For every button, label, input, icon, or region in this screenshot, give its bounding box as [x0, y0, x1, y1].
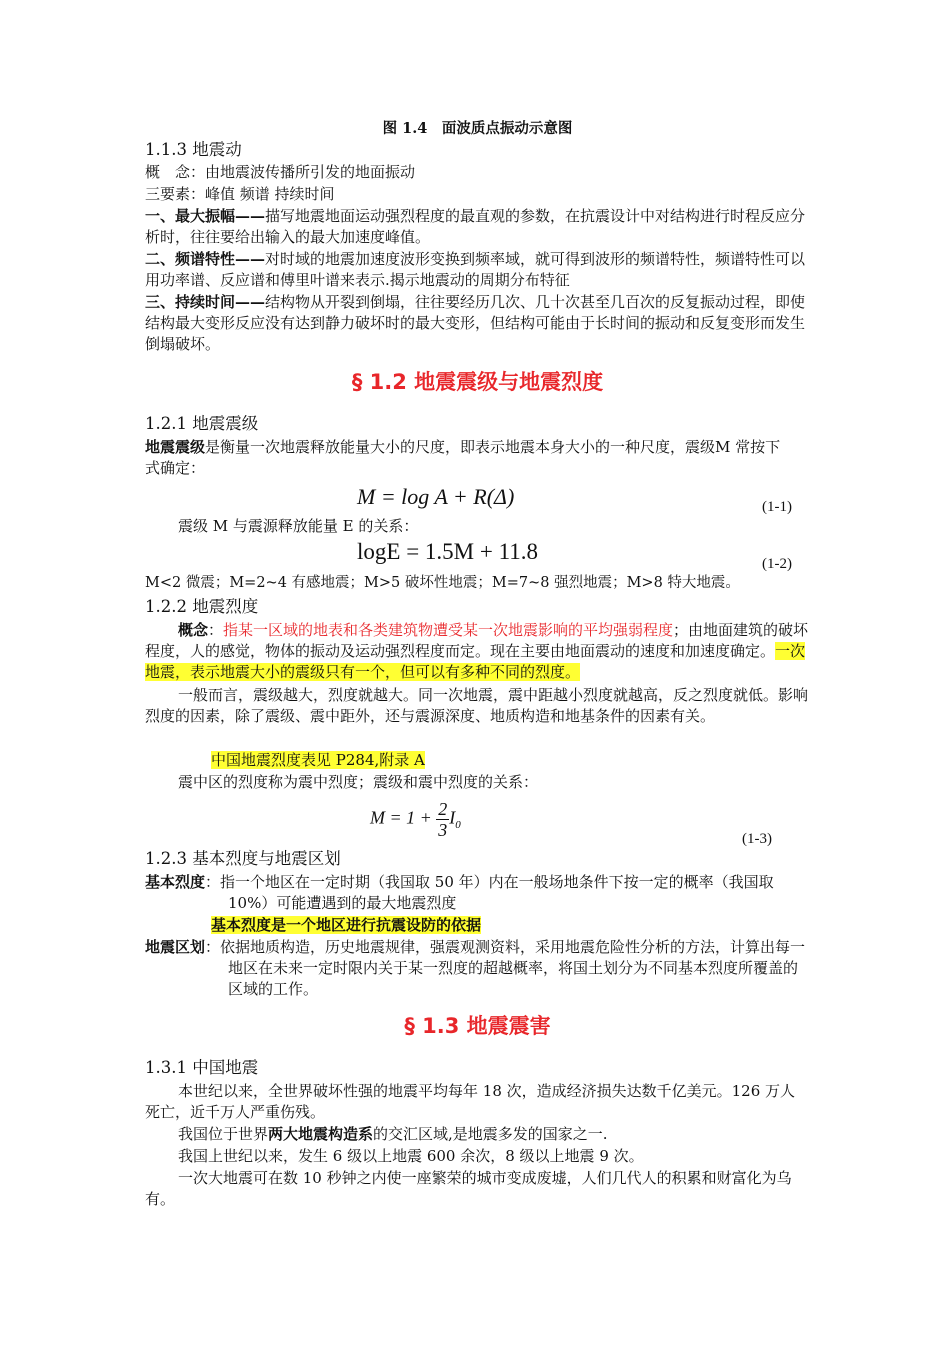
subsection-heading-1-3-1: 1.3.1 中国地震 [145, 1058, 259, 1077]
term-concept: 概念 [178, 621, 209, 639]
concept-line: 概 念：由地震波传播所引发的地面振动 [145, 163, 416, 181]
p2-prefix: 我国位于世界 [178, 1125, 269, 1143]
figure-caption: 图 1.4 面波质点振动示意图 [382, 120, 573, 137]
intensity-table-reference: 中国地震烈度表见 P284,附录 A [211, 751, 425, 769]
china-earthquake-paragraph-1: 本世纪以来，全世界破坏性强的地震平均每年 18 次，造成经济损失达数千亿美元。126 万人死亡，近千万人严重伤残。 [145, 1082, 796, 1121]
equation-number-1-3: (1-3) [742, 831, 772, 847]
equation-1-3 [370, 799, 461, 840]
two-tectonic-systems: 两大地震构造系 [268, 1125, 374, 1143]
china-earthquake-paragraph-3: 我国上世纪以来，发生 6 级以上地震 600 余次，8 级以上地震 9 次。 [178, 1147, 644, 1165]
intensity-definition-red: 指某一区域的地表和各类建筑物遭受某一次地震影响的平均强弱程度 [223, 621, 674, 639]
term-max-amplitude: 一、最大振幅—— [145, 207, 266, 225]
fraction-denominator: 3 [438, 820, 448, 840]
china-earthquake-paragraph-4: 一次大地震可在数 10 秒钟之内使一座繁荣的城市变成废墟，人们几代人的积累和财富化为乌有。 [145, 1169, 792, 1208]
spectrum-text: 对时域的地震加速度波形变换到频率域，就可得到波形的频谱特性，频谱特性可以用功率谱、反应谱和傅里叶谱来表示.揭示地震动的周期分布特征 [145, 250, 806, 289]
three-elements-line: 三要素：峰值 频谱 持续时间 [145, 185, 335, 203]
basic-intensity-highlight-line [145, 915, 810, 936]
magnitude-scale-line: M<2 微震；M=2~4 有感地震；M>5 破坏性地震；M=7~8 强烈地震；M>8 特大地震。 [145, 575, 740, 591]
subsection-heading-1-1-3: 1.1.3 地震动 [145, 140, 242, 159]
intensity-factors-paragraph: 一般而言，震级越大，烈度就越大。同一次地震，震中距越小烈度就越高，反之烈度就低。影响烈度的因素，除了震级、震中距外，还与震源深度、地质构造和地基条件的因素有关。 [145, 686, 809, 725]
equation-1-3-lhs: M = 1 + [370, 807, 437, 828]
term-zoning: 地震区划 [145, 938, 206, 956]
term-basic-intensity: 基本烈度 [145, 873, 206, 891]
subsection-heading-1-2-3: 1.2.3 基本烈度与地震区划 [145, 849, 341, 868]
intensity-concept-paragraph [145, 620, 810, 683]
energy-relation-line: 震级 M 与震源释放能量 E 的关系： [178, 517, 419, 535]
duration-text: 结构物从开裂到倒塌，往往要经历几次、几十次甚至几百次的反复振动过程，即使结构最大变形反应没有达到静力破坏时的最大变形，但结构可能由于长时间的振动和反复变形而发生倒塌破坏。 [145, 293, 806, 353]
term-spectrum: 二、频谱特性—— [145, 250, 266, 268]
intensity-concept-text: ；由地面建筑的破坏程度，人的感觉，物体的振动及运动强烈程度而定。现在主要由地面震动的速度和加速度确定。 [145, 621, 809, 660]
equation-1-1: M = log A + R(Δ) [357, 484, 515, 509]
equation-1-3-intensity: I [449, 807, 456, 828]
equation-number-1-2: (1-2) [762, 556, 792, 572]
fraction-two-thirds [436, 799, 449, 840]
section-title-1-3: § 1.3 地震震害 [404, 1014, 551, 1038]
epicentral-intensity-line: 震中区的烈度称为震中烈度；震级和震中烈度的关系： [178, 773, 539, 791]
china-earthquake-paragraph-2 [145, 1124, 810, 1145]
basic-intensity-highlight: 基本烈度是一个地区进行抗震设防的依据 [211, 916, 482, 934]
concept-colon: ： [208, 621, 224, 639]
max-amplitude-paragraph [145, 206, 810, 248]
equation-number-1-1: (1-1) [762, 499, 792, 515]
subsection-heading-1-2-1: 1.2.1 地震震级 [145, 414, 259, 433]
fraction-numerator: 2 [438, 799, 448, 819]
zoning-text: ：依据地质构造，历史地震规律，强震观测资料，采用地震危险性分析的方法，计算出每一地区在未来一定时限内关于某一烈度的超越概率，将国土划分为不同基本烈度所覆盖的区域的工作。 [205, 938, 806, 998]
equation-1-2: logE = 1.5M + 11.8 [357, 539, 538, 564]
subsection-heading-1-2-2: 1.2.2 地震烈度 [145, 597, 259, 616]
term-duration: 三、持续时间—— [145, 293, 266, 311]
magnitude-definition-text: 是衡量一次地震释放能量大小的尺度，即表示地震本身大小的一种尺度，震级M 常按下式确定： [145, 438, 781, 477]
equation-1-3-subscript: 0 [455, 819, 461, 832]
intensity-highlight-note: 一次地震，表示地震大小的震级只有一个，但可以有多种不同的烈度。 [145, 642, 806, 681]
intensity-table-ref-line [145, 750, 810, 771]
duration-paragraph [145, 292, 810, 355]
basic-intensity-paragraph [145, 872, 810, 914]
max-amplitude-text: 描写地震地面运动强烈程度的最直观的参数，在抗震设计中对结构进行时程反应分析时，往往要给出输入的最大加速度峰值。 [145, 207, 806, 246]
section-title-1-2: § 1.2 地震震级与地震烈度 [351, 370, 604, 394]
p2-suffix: 的交汇区域,是地震多发的国家之一. [373, 1125, 608, 1143]
zoning-paragraph [145, 937, 810, 1000]
basic-intensity-text: ：指一个地区在一定时期（我国取 50 年）内在一般场地条件下按一定的概率（我国取 10%）可能遭遇到的最大地震烈度 [205, 873, 774, 912]
term-magnitude: 地震震级 [145, 438, 206, 456]
magnitude-definition [145, 437, 785, 479]
spectrum-paragraph [145, 249, 810, 291]
